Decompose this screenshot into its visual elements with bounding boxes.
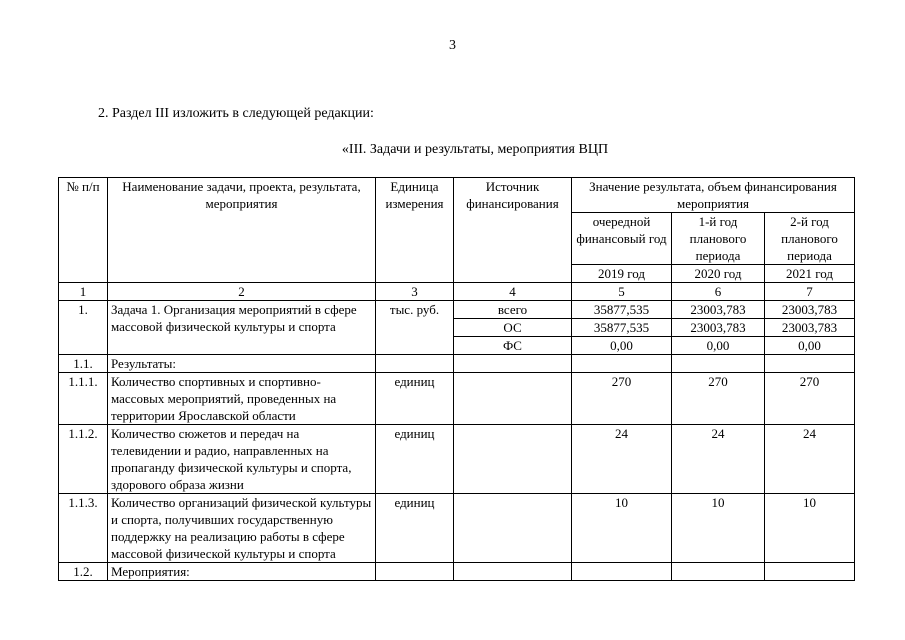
header-period-1: очередной финансовый год bbox=[572, 213, 672, 265]
row-num: 1.1.1. bbox=[59, 373, 108, 425]
row-value: 10 bbox=[672, 494, 765, 563]
column-number: 5 bbox=[572, 283, 672, 301]
row-value: 10 bbox=[765, 494, 855, 563]
task-num: 1. bbox=[59, 301, 108, 355]
header-year-1: 2019 год bbox=[572, 265, 672, 283]
task-unit: тыс. руб. bbox=[376, 301, 454, 355]
row-value: 24 bbox=[672, 425, 765, 494]
row-num: 1.1.3. bbox=[59, 494, 108, 563]
section-title: «III. Задачи и результаты, мероприятия ВЦП bbox=[341, 142, 609, 157]
results-num: 1.1. bbox=[59, 355, 108, 373]
source-cell: ФС bbox=[454, 337, 572, 355]
value-cell: 0,00 bbox=[572, 337, 672, 355]
header-unit: Единица измерения bbox=[376, 178, 454, 283]
row-num: 1.1.2. bbox=[59, 425, 108, 494]
header-year-2: 2020 год bbox=[672, 265, 765, 283]
task-row bbox=[59, 301, 855, 319]
header-source: Источник финансирования bbox=[454, 178, 572, 283]
task-name: Задача 1. Организация мероприятий в сфере массовой физической культуры и спорта bbox=[108, 301, 376, 355]
row-name: Количество сюжетов и передач на телевидении и радио, направленных на пропаганду физической культуры и спорта, здорового образа жизни bbox=[108, 425, 376, 494]
column-number: 1 bbox=[59, 283, 108, 301]
row-unit: единиц bbox=[376, 494, 454, 563]
value-cell: 23003,783 bbox=[672, 319, 765, 337]
row-unit: единиц bbox=[376, 373, 454, 425]
header-name: Наименование задачи, проекта, результата, мероприятия bbox=[108, 178, 376, 283]
row-value: 10 bbox=[572, 494, 672, 563]
header-period-2: 1-й год планового периода bbox=[672, 213, 765, 265]
header-num: № п/п bbox=[59, 178, 108, 283]
value-cell: 23003,783 bbox=[765, 319, 855, 337]
value-cell: 23003,783 bbox=[765, 301, 855, 319]
row-name: Количество спортивных и спортивно-массовых мероприятий, проведенных на территории Ярославской области bbox=[108, 373, 376, 425]
table-row bbox=[59, 494, 855, 563]
events-num: 1.2. bbox=[59, 563, 108, 581]
header-period-3: 2-й год планового периода bbox=[765, 213, 855, 265]
row-value: 270 bbox=[765, 373, 855, 425]
events-label: Мероприятия: bbox=[108, 563, 376, 581]
column-number: 6 bbox=[672, 283, 765, 301]
column-numbers-row bbox=[59, 283, 855, 301]
column-number: 7 bbox=[765, 283, 855, 301]
header-value-group: Значение результата, объем финансирования мероприятия bbox=[572, 178, 855, 213]
value-cell: 0,00 bbox=[672, 337, 765, 355]
header-year-3: 2021 год bbox=[765, 265, 855, 283]
source-cell: всего bbox=[454, 301, 572, 319]
row-name: Количество организаций физической культуры и спорта, получивших государственную поддержку на реализацию работы в сфере массовой физической культуры и спорта bbox=[108, 494, 376, 563]
intro-text: 2. Раздел III изложить в следующей редакции: bbox=[98, 106, 374, 121]
value-cell: 35877,535 bbox=[572, 319, 672, 337]
row-value: 24 bbox=[765, 425, 855, 494]
source-cell: ОС bbox=[454, 319, 572, 337]
results-label: Результаты: bbox=[108, 355, 376, 373]
tasks-table bbox=[58, 177, 855, 581]
row-value: 270 bbox=[572, 373, 672, 425]
column-number: 4 bbox=[454, 283, 572, 301]
row-unit: единиц bbox=[376, 425, 454, 494]
table-row bbox=[59, 425, 855, 494]
row-value: 24 bbox=[572, 425, 672, 494]
value-cell: 0,00 bbox=[765, 337, 855, 355]
page-number: 3 bbox=[449, 38, 456, 53]
column-number: 2 bbox=[108, 283, 376, 301]
value-cell: 23003,783 bbox=[672, 301, 765, 319]
value-cell: 35877,535 bbox=[572, 301, 672, 319]
column-number: 3 bbox=[376, 283, 454, 301]
row-value: 270 bbox=[672, 373, 765, 425]
table-row bbox=[59, 373, 855, 425]
results-header-row bbox=[59, 355, 855, 373]
events-header-row bbox=[59, 563, 855, 581]
